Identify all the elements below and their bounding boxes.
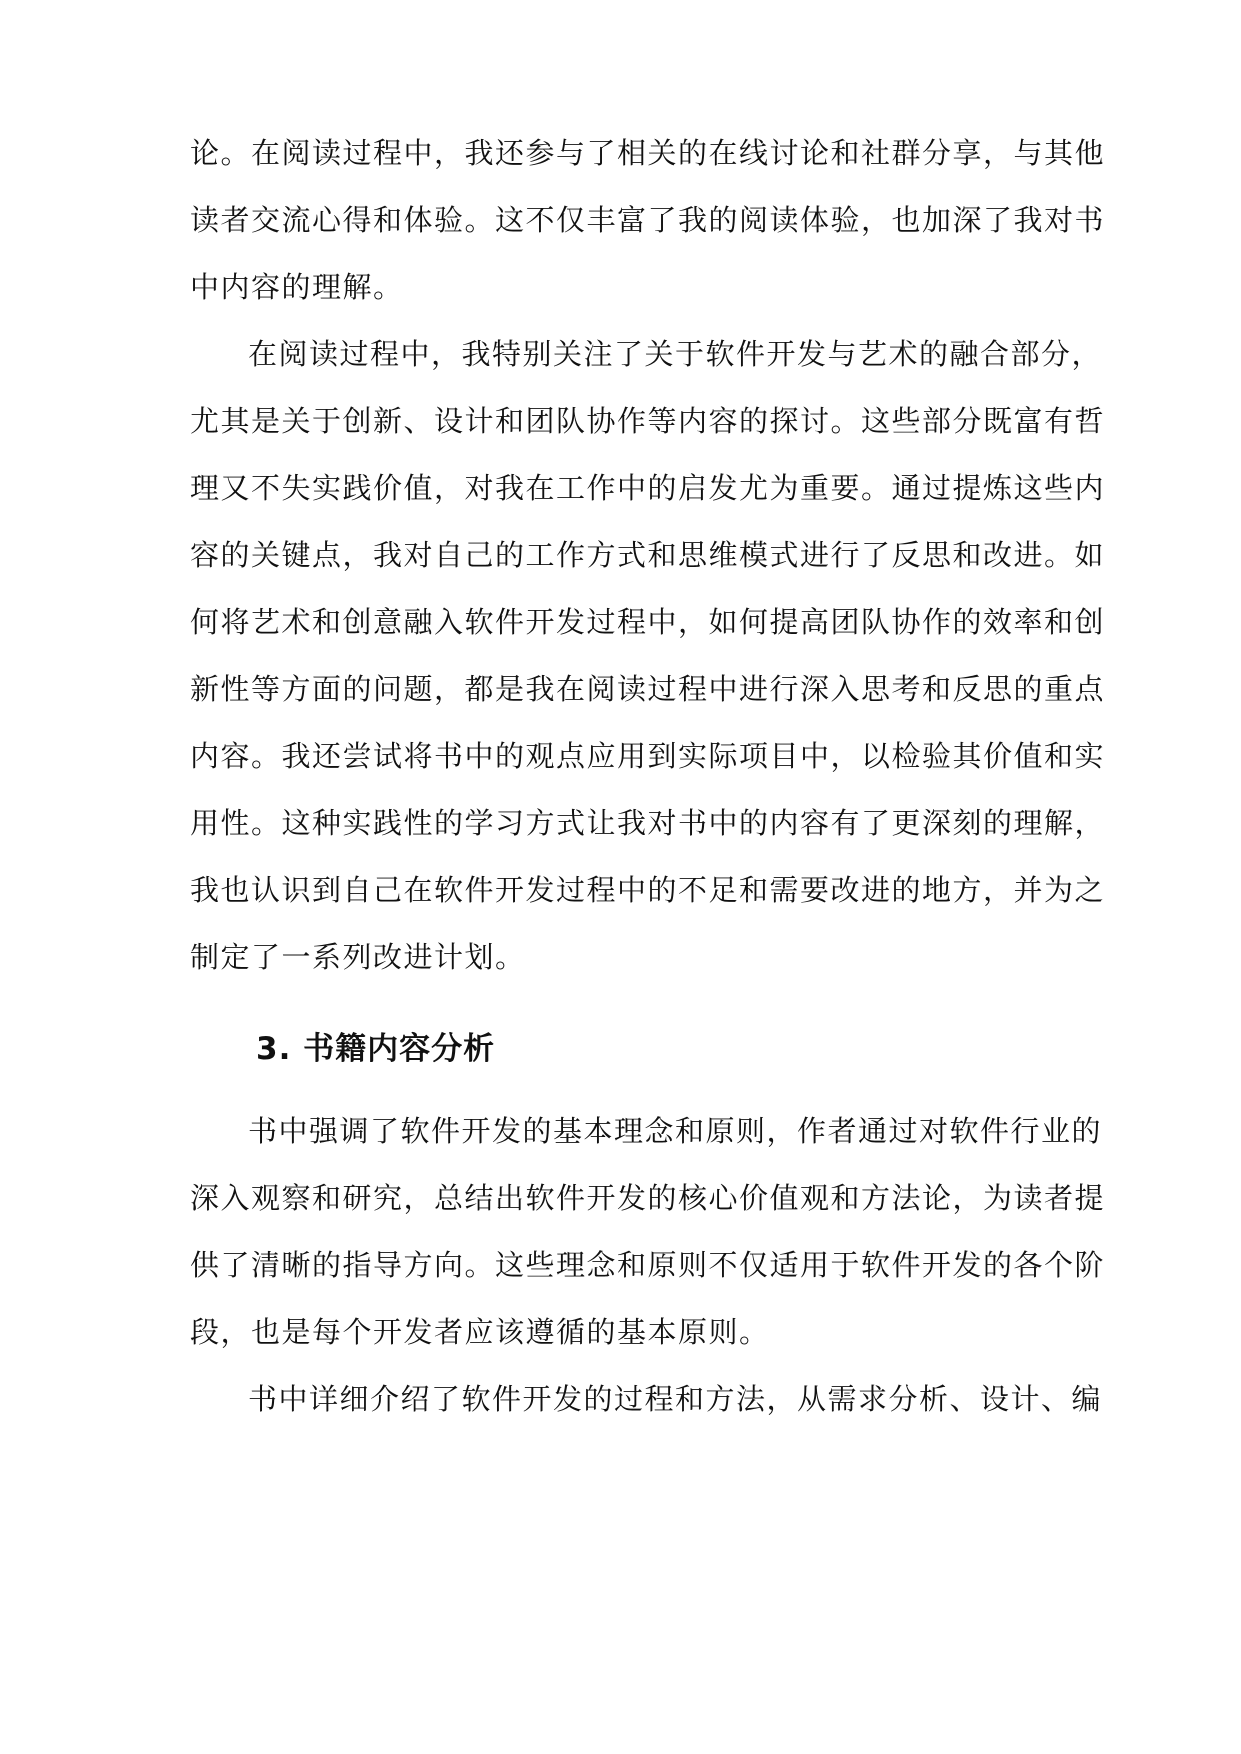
section-heading: 3. 书籍内容分析 bbox=[256, 1031, 496, 1067]
text-line: 理又不失实践价值，对我在工作中的启发尤为重要。通过提炼这些内 bbox=[190, 471, 1106, 505]
text-line: 制定了一系列改进计划。 bbox=[190, 940, 526, 974]
text-line: 深入观察和研究，总结出软件开发的核心价值观和方法论，为读者提 bbox=[190, 1181, 1106, 1215]
text-line: 尤其是关于创新、设计和团队协作等内容的探讨。这些部分既富有哲 bbox=[190, 404, 1106, 438]
text-line: 新性等方面的问题，都是我在阅读过程中进行深入思考和反思的重点 bbox=[190, 672, 1106, 706]
text-line: 在阅读过程中，我特别关注了关于软件开发与艺术的融合部分， bbox=[248, 337, 1103, 371]
text-line: 读者交流心得和体验。这不仅丰富了我的阅读体验，也加深了我对书 bbox=[190, 203, 1106, 237]
text-line: 我也认识到自己在软件开发过程中的不足和需要改进的地方，并为之 bbox=[190, 873, 1106, 907]
text-line: 论。在阅读过程中，我还参与了相关的在线讨论和社群分享，与其他 bbox=[190, 136, 1106, 170]
text-line: 容的关键点，我对自己的工作方式和思维模式进行了反思和改进。如 bbox=[190, 538, 1106, 572]
text-line: 用性。这种实践性的学习方式让我对书中的内容有了更深刻的理解， bbox=[190, 806, 1106, 840]
text-line: 中内容的理解。 bbox=[190, 270, 404, 304]
text-line: 段，也是每个开发者应该遵循的基本原则。 bbox=[190, 1315, 770, 1349]
text-line: 供了清晰的指导方向。这些理念和原则不仅适用于软件开发的各个阶 bbox=[190, 1248, 1106, 1282]
text-line: 书中详细介绍了软件开发的过程和方法，从需求分析、设计、编 bbox=[248, 1382, 1103, 1416]
text-line: 何将艺术和创意融入软件开发过程中，如何提高团队协作的效率和创 bbox=[190, 605, 1106, 639]
text-line: 内容。我还尝试将书中的观点应用到实际项目中，以检验其价值和实 bbox=[190, 739, 1106, 773]
text-line: 书中强调了软件开发的基本理念和原则，作者通过对软件行业的 bbox=[248, 1114, 1103, 1148]
